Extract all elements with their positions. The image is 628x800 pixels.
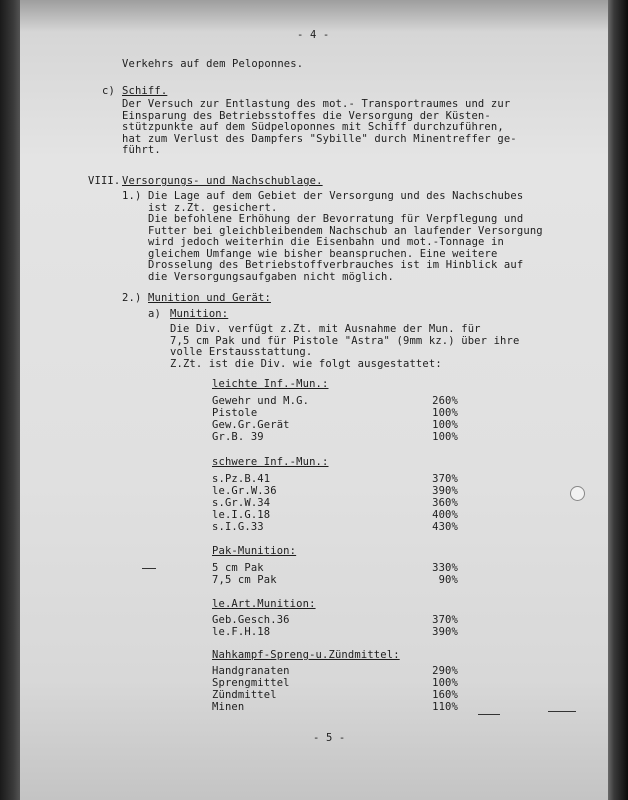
ammo-name: s.Gr.W.34 — [212, 497, 271, 509]
ammo-value: 100% — [432, 419, 458, 431]
scan-edge-left — [0, 0, 22, 800]
item2-line: 7,5 cm Pak und für Pistole "Astra" (9mm kz.) über ihre — [170, 334, 520, 347]
section-numeral: VIII. — [88, 175, 121, 187]
schiff-line: stützpunkte auf dem Südpeloponnes mit Schiff durchzuführen, — [122, 121, 504, 133]
ammo-value: 360% — [432, 497, 458, 509]
ammo-name: Zündmittel — [212, 689, 277, 701]
ammo-name: le.I.G.18 — [212, 509, 271, 521]
ammo-name: s.I.G.33 — [212, 521, 264, 533]
stray-mark — [478, 714, 500, 715]
ammo-name: le.Gr.W.36 — [212, 485, 277, 497]
group-title: le.Art.Munition: — [212, 598, 316, 610]
item1-line: die Versorgungsaufgaben nicht möglich. — [148, 270, 394, 283]
item1-line: wird jedoch weiterhin die Eisenbahn und mot.-Tonnage in — [148, 236, 504, 248]
schiff-paragraph — [122, 99, 517, 157]
group-title: Nahkampf-Spreng-u.Zündmittel: — [212, 649, 400, 661]
item2-line: Die Div. verfügt z.Zt. mit Ausnahme der Mun. für — [170, 323, 481, 335]
ammo-value: 260% — [432, 395, 458, 407]
ammo-value: 370% — [432, 614, 458, 626]
ammo-name: Gr.B. 39 — [212, 431, 264, 443]
schiff-label: c) — [102, 85, 115, 97]
schiff-heading: Schiff. — [122, 85, 168, 97]
item2-sub-label: a) — [148, 308, 161, 320]
intro-line: Verkehrs auf dem Peloponnes. — [122, 58, 304, 70]
ammo-value: 90% — [438, 574, 458, 586]
group-title: schwere Inf.-Mun.: — [212, 456, 329, 468]
group-title: Pak-Munition: — [212, 545, 297, 557]
item2-label: 2.) — [122, 292, 142, 304]
ammo-value: 370% — [432, 473, 458, 485]
ammo-value: 400% — [432, 509, 458, 521]
stray-mark — [548, 711, 576, 712]
item2-paragraph — [170, 324, 519, 370]
section-heading: Versorgungs- und Nachschublage. — [122, 175, 323, 187]
ammo-value: 390% — [432, 626, 458, 638]
page-number-header: - 4 - — [297, 29, 330, 41]
page-number-footer: - 5 - — [313, 732, 346, 744]
ammo-name: Handgranaten — [212, 665, 290, 677]
item1-label: 1.) — [122, 190, 142, 202]
ammo-value: 100% — [432, 431, 458, 443]
ammo-name: Geb.Gesch.36 — [212, 614, 290, 626]
ammo-name: Gew.Gr.Gerät — [212, 419, 290, 431]
ammo-value: 160% — [432, 689, 458, 701]
schiff-line: Einsparung des Betriebsstoffes die Versorgung der Küsten- — [122, 109, 491, 122]
item2-heading: Munition und Gerät: — [148, 292, 271, 304]
item1-line: gleichem Umfange wie bisher beanspruchen. Eine weitere — [148, 247, 498, 260]
schiff-line: hat zum Verlust des Dampfers "Sybille" durch Minentreffer ge- — [122, 132, 517, 145]
item2-sub-heading: Munition: — [170, 308, 229, 320]
ammo-name: Gewehr und M.G. — [212, 395, 310, 407]
ammo-value: 100% — [432, 677, 458, 689]
punch-hole — [570, 486, 585, 501]
item1-line: Drosselung des Betriebstoffverbrauches ist im Hinblick auf — [148, 259, 524, 271]
item1-line: ist z.Zt. gesichert. — [148, 201, 278, 214]
group-title: leichte Inf.-Mun.: — [212, 378, 329, 390]
schiff-line: Der Versuch zur Entlastung des mot.- Transportraumes und zur — [122, 98, 511, 110]
ammo-name: 7,5 cm Pak — [212, 574, 277, 586]
ammo-name: Minen — [212, 701, 245, 713]
item1-line: Die Lage auf dem Gebiet der Versorgung und des Nachschubes — [148, 190, 524, 202]
ammo-value: 330% — [432, 562, 458, 574]
item1-paragraph — [148, 191, 543, 283]
ammo-value: 100% — [432, 407, 458, 419]
ammo-value: 390% — [432, 485, 458, 497]
ammo-value: 430% — [432, 521, 458, 533]
ammo-value: 110% — [432, 701, 458, 713]
ammo-value: 290% — [432, 665, 458, 677]
ammo-name: 5 cm Pak — [212, 562, 264, 574]
item1-line: Die befohlene Erhöhung der Bevorratung für Verpflegung und — [148, 213, 524, 225]
item2-line: Z.Zt. ist die Div. wie folgt ausgestattet: — [170, 357, 442, 370]
ammo-name: Sprengmittel — [212, 677, 290, 689]
item2-line: volle Erstausstattung. — [170, 346, 313, 358]
ammo-name: le.F.H.18 — [212, 626, 271, 638]
schiff-line: führt. — [122, 144, 161, 156]
ammo-name: s.Pz.B.41 — [212, 473, 271, 485]
scan-edge-right — [608, 0, 628, 800]
item1-line: Futter bei gleichbleibendem Nachschub an laufender Versorgung — [148, 224, 543, 237]
ammo-name: Pistole — [212, 407, 258, 419]
stray-mark — [142, 568, 156, 569]
